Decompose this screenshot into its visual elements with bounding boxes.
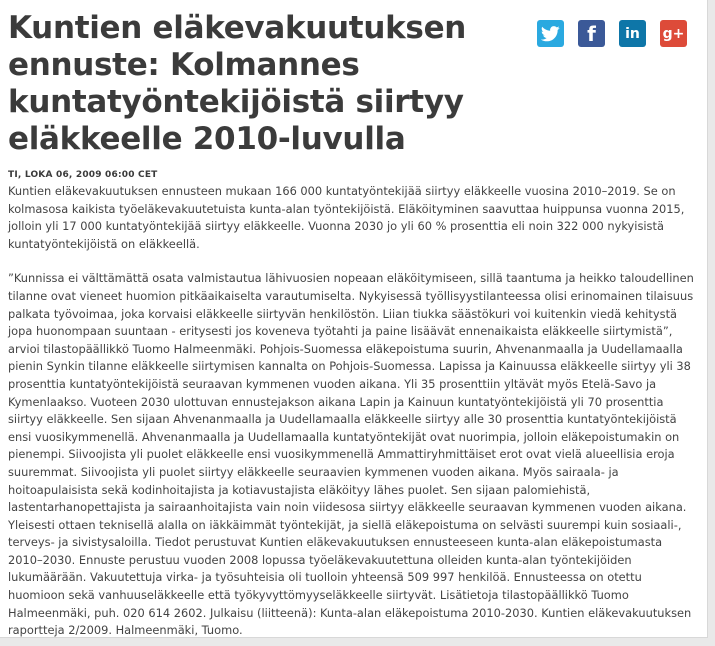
article-title: Kuntien eläkevakuutuksen ennuste: Kolmannes kuntatyöntekijöistä siirtyy eläkkeelle 2010-luvulla: [8, 10, 467, 157]
google-plus-share-button[interactable]: [660, 20, 687, 47]
social-share-bar: [537, 20, 687, 47]
twitter-icon: [541, 26, 560, 42]
article-paragraph: ”Kunnissa ei välttämättä osata valmistautua lähivuosien nopeaan eläköitymiseen, sillä taantuma ja heikko taloudellinen tilanne ovat vieneet huomion pitkäaikaiselta varautumiselta. Nykyisessä työllisyystilanteessa olisi erinomainen tilaisuus palkata työvoimaa, joka korvaisi eläkkeelle siirtyvän henkilöstön. Liian tiukka säästökuri voi kuitenkin viedä kehitystä jopa huonompaan suuntaan - eritysesti jos koveneva työtahti ja paine lisäävät ennenaikaista eläkkeelle siirtymistä”, arvioi tilastopäällikkö Tuomo Halmeenmäki. Pohjois-Suomessa eläkepoistuma suurin, Ahvenanmaalla ja Uudellamaalla pienin Synkin tilanne eläkkeelle siirtymisen kannalta on Pohjois-Suomessa. Lapissa ja Kainuussa eläkkeelle siirtyy yli 38 prosenttia kuntatyöntekijöistä seuraavan kymmenen vuoden aikana. Yli 35 prosenttiin yltävät myös Etelä-Savo ja Kymenlaakso. Vuoteen 2030 ulottuvan ennustejakson aikana Lapin ja Kainuun kuntatyöntekijöistä yli 70 prosenttia siirtyy eläkkeelle. Sen sijaan Ahvenanmaalla ja Uudellamaalla eläkkeelle siirtyy alle 30 prosenttia kuntatyöntekijöistä ensi vuosikymmenellä. Ahvenanmaalla ja Uudellamaalla kuntatyöntekijät ovat nuorimpia, jolloin eläkepoistumakin on pienempi. Siivoojista yli puolet eläkkeelle ensi vuosikymmenellä Ammattiryhmittäiset erot ovat vielä alueellisia eroja suuremmat. Siivoojista yli puolet siirtyy eläkkeelle seuraavien kymmenen vuoden aikana. Myös sairaala- ja hoitoapulaisista sekä kodinhoitajista ja kotiavustajista eläköityy lähes puolet. Sen sijaan palomiehistä, lastentarhanopettajista ja sairaanhoitajista vain noin viidesosa siirtyy eläkkeelle seuraavan kymmenen vuoden aikana. Yleisesti ottaen teknisellä alalla on iäkkäimmät työntekijät, ja siellä eläkepoistuma on selvästi suurempi kuin sosiaali-, terveys- ja sivistysaloilla. Tiedot perustuvat Kuntien eläkevakuutuksen ennusteeseen kunta-alan eläkepoistumasta 2010–2030. Ennuste perustuu vuoden 2008 lopussa työeläkevakuutettuna olleiden kunta-alan työntekijöiden lukumäärään. Vakuutettuja virka- ja työsuhteisia oli tuolloin yhteensä 509 997 henkilöä. Ennusteessa on otettu huomioon sekä vanhuuseläkkeelle että työkyvyttömyyseläkkeelle siirtyvät. Lisätietoja tilastopäällikkö Tuomo Halmeenmäki, puh. 020 614 2602. Julkaisu (liitteenä): Kunta-alan eläkepoistuma 2010-2030. Kuntien eläkevakuutuksen raportteja 2/2009. Halmeenmäki, Tuomo.: [8, 271, 694, 638]
facebook-share-button[interactable]: [578, 20, 605, 47]
twitter-share-button[interactable]: [537, 20, 564, 47]
article-paragraph: Kuntien eläkevakuutuksen ennusteen mukaan 166 000 kuntatyöntekijää siirtyy eläkkeelle vuosina 2010–2019. Se on kolmasosa kaikista työeläkevakuutetuista kunta-alan työntekijöistä. Eläköityminen saavuttaa huippunsa vuonna 2015, jolloin yli 17 000 kuntatyöntekijää siirtyy eläkkeelle. Vuonna 2030 jo yli 60 % prosenttia eli noin 322 000 nykyisistä kuntatyöntekijöistä on eläkkeellä.: [8, 184, 685, 251]
google-plus-icon: g+: [662, 25, 685, 42]
linkedin-icon: in: [625, 25, 640, 42]
article-body: [8, 183, 700, 640]
facebook-icon: f: [587, 21, 596, 46]
linkedin-share-button[interactable]: [619, 20, 646, 47]
article-date: TI, LOKA 06, 2009 06:00 CET: [8, 170, 158, 180]
